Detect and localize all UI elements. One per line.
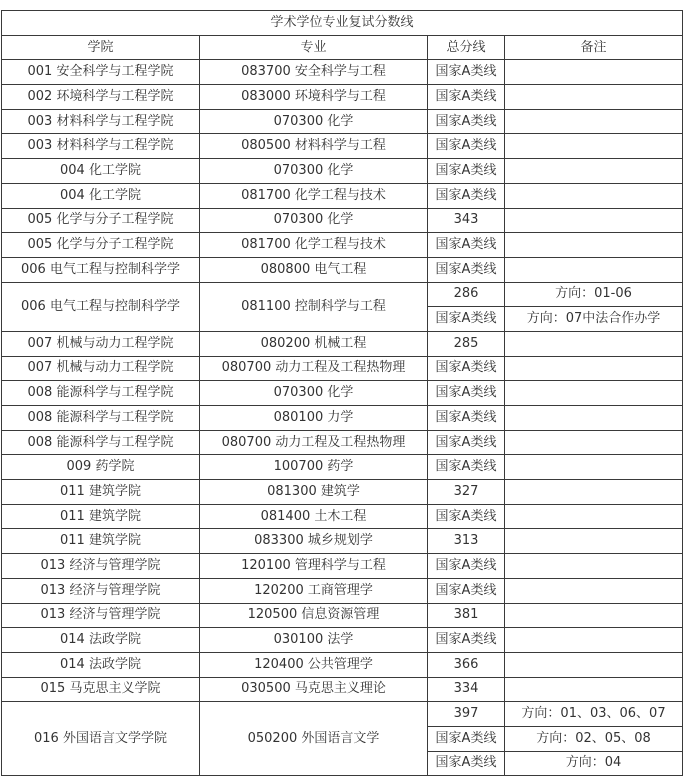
header-score: 总分线 xyxy=(428,35,505,60)
major-cell: 120100 管理科学与工程 xyxy=(200,554,428,579)
score-cell: 313 xyxy=(428,529,505,554)
table-row xyxy=(2,455,683,480)
note-cell: 方向：01-06 xyxy=(505,282,683,307)
title-row xyxy=(2,11,683,36)
score-cell: 334 xyxy=(428,677,505,702)
college-cell: 011 建筑学院 xyxy=(2,529,200,554)
score-cell: 国家A类线 xyxy=(428,109,505,134)
note-cell xyxy=(505,233,683,258)
score-cell: 国家A类线 xyxy=(428,554,505,579)
major-cell: 080100 力学 xyxy=(200,406,428,431)
note-cell xyxy=(505,406,683,431)
score-cell: 国家A类线 xyxy=(428,356,505,381)
major-cell: 030500 马克思主义理论 xyxy=(200,677,428,702)
table-row xyxy=(2,109,683,134)
table-row xyxy=(2,702,683,727)
score-cell: 国家A类线 xyxy=(428,381,505,406)
college-cell: 003 材料科学与工程学院 xyxy=(2,134,200,159)
note-cell: 方向：07中法合作办学 xyxy=(505,307,683,332)
college-cell: 011 建筑学院 xyxy=(2,504,200,529)
college-cell: 008 能源科学与工程学院 xyxy=(2,381,200,406)
major-cell: 070300 化学 xyxy=(200,109,428,134)
table-row xyxy=(2,578,683,603)
table-row xyxy=(2,603,683,628)
note-cell xyxy=(505,578,683,603)
major-cell: 080200 机械工程 xyxy=(200,331,428,356)
score-cell: 343 xyxy=(428,208,505,233)
header-college: 学院 xyxy=(2,35,200,60)
major-cell: 083000 环境科学与工程 xyxy=(200,85,428,110)
college-cell: 013 经济与管理学院 xyxy=(2,578,200,603)
college-cell: 003 材料科学与工程学院 xyxy=(2,109,200,134)
college-cell: 014 法政学院 xyxy=(2,628,200,653)
score-cell: 国家A类线 xyxy=(428,159,505,184)
note-cell: 方向：04 xyxy=(505,751,683,776)
note-cell xyxy=(505,652,683,677)
note-cell xyxy=(505,381,683,406)
note-cell: 方向：01、03、06、07 xyxy=(505,702,683,727)
table-row xyxy=(2,529,683,554)
note-cell xyxy=(505,504,683,529)
major-cell: 050200 外国语言文学 xyxy=(200,702,428,776)
major-cell: 081400 土木工程 xyxy=(200,504,428,529)
score-cell: 国家A类线 xyxy=(428,430,505,455)
table-row xyxy=(2,60,683,85)
score-cell: 国家A类线 xyxy=(428,85,505,110)
college-cell: 004 化工学院 xyxy=(2,159,200,184)
header-major: 专业 xyxy=(200,35,428,60)
college-cell: 008 能源科学与工程学院 xyxy=(2,406,200,431)
note-cell xyxy=(505,134,683,159)
college-cell: 011 建筑学院 xyxy=(2,480,200,505)
table-row xyxy=(2,356,683,381)
major-cell: 070300 化学 xyxy=(200,159,428,184)
score-cell: 国家A类线 xyxy=(428,578,505,603)
major-cell: 100700 药学 xyxy=(200,455,428,480)
table-row xyxy=(2,282,683,307)
note-cell xyxy=(505,257,683,282)
score-cell: 285 xyxy=(428,331,505,356)
score-cell: 397 xyxy=(428,702,505,727)
college-cell: 005 化学与分子工程学院 xyxy=(2,208,200,233)
major-cell: 081700 化学工程与技术 xyxy=(200,183,428,208)
major-cell: 120500 信息资源管理 xyxy=(200,603,428,628)
college-cell: 006 电气工程与控制科学学 xyxy=(2,257,200,282)
note-cell xyxy=(505,331,683,356)
note-cell xyxy=(505,159,683,184)
table-row xyxy=(2,480,683,505)
score-cell: 国家A类线 xyxy=(428,628,505,653)
score-cell: 国家A类线 xyxy=(428,455,505,480)
note-cell xyxy=(505,208,683,233)
note-cell xyxy=(505,455,683,480)
note-cell xyxy=(505,109,683,134)
major-cell: 120400 公共管理学 xyxy=(200,652,428,677)
table-row xyxy=(2,677,683,702)
major-cell: 080800 电气工程 xyxy=(200,257,428,282)
major-cell: 080700 动力工程及工程热物理 xyxy=(200,430,428,455)
major-cell: 030100 法学 xyxy=(200,628,428,653)
score-cell: 国家A类线 xyxy=(428,183,505,208)
table-row xyxy=(2,381,683,406)
major-cell: 081100 控制科学与工程 xyxy=(200,282,428,331)
major-cell: 080700 动力工程及工程热物理 xyxy=(200,356,428,381)
table-row xyxy=(2,159,683,184)
table-row xyxy=(2,430,683,455)
note-cell: 方向：02、05、08 xyxy=(505,726,683,751)
college-cell: 016 外国语言文学学院 xyxy=(2,702,200,776)
college-cell: 004 化工学院 xyxy=(2,183,200,208)
major-cell: 070300 化学 xyxy=(200,208,428,233)
table-row xyxy=(2,504,683,529)
header-row xyxy=(2,35,683,60)
major-cell: 083300 城乡规划学 xyxy=(200,529,428,554)
college-cell: 007 机械与动力工程学院 xyxy=(2,331,200,356)
college-cell: 009 药学院 xyxy=(2,455,200,480)
table-row xyxy=(2,257,683,282)
note-cell xyxy=(505,554,683,579)
college-cell: 007 机械与动力工程学院 xyxy=(2,356,200,381)
score-cell: 国家A类线 xyxy=(428,233,505,258)
score-cell: 国家A类线 xyxy=(428,751,505,776)
table-row xyxy=(2,208,683,233)
score-cell: 国家A类线 xyxy=(428,726,505,751)
score-cell: 国家A类线 xyxy=(428,134,505,159)
college-cell: 002 环境科学与工程学院 xyxy=(2,85,200,110)
major-cell: 120200 工商管理学 xyxy=(200,578,428,603)
note-cell xyxy=(505,85,683,110)
score-cell: 286 xyxy=(428,282,505,307)
college-cell: 015 马克思主义学院 xyxy=(2,677,200,702)
college-cell: 006 电气工程与控制科学学 xyxy=(2,282,200,331)
table-row xyxy=(2,134,683,159)
score-cell: 国家A类线 xyxy=(428,406,505,431)
college-cell: 005 化学与分子工程学院 xyxy=(2,233,200,258)
score-cell: 国家A类线 xyxy=(428,60,505,85)
note-cell xyxy=(505,529,683,554)
table-row xyxy=(2,331,683,356)
score-cell: 国家A类线 xyxy=(428,504,505,529)
table-row xyxy=(2,554,683,579)
major-cell: 081700 化学工程与技术 xyxy=(200,233,428,258)
note-cell xyxy=(505,677,683,702)
college-cell: 014 法政学院 xyxy=(2,652,200,677)
note-cell xyxy=(505,183,683,208)
score-cell: 381 xyxy=(428,603,505,628)
table-title: 学术学位专业复试分数线 xyxy=(2,11,683,36)
note-cell xyxy=(505,628,683,653)
college-cell: 013 经济与管理学院 xyxy=(2,554,200,579)
college-cell: 013 经济与管理学院 xyxy=(2,603,200,628)
college-cell: 008 能源科学与工程学院 xyxy=(2,430,200,455)
major-cell: 080500 材料科学与工程 xyxy=(200,134,428,159)
note-cell xyxy=(505,60,683,85)
table-row xyxy=(2,85,683,110)
score-cell: 国家A类线 xyxy=(428,307,505,332)
note-cell xyxy=(505,603,683,628)
table-row xyxy=(2,628,683,653)
score-cell: 国家A类线 xyxy=(428,257,505,282)
note-cell xyxy=(505,356,683,381)
table-row xyxy=(2,652,683,677)
note-cell xyxy=(505,430,683,455)
score-table xyxy=(1,10,683,776)
table-row xyxy=(2,183,683,208)
major-cell: 083700 安全科学与工程 xyxy=(200,60,428,85)
score-cell: 366 xyxy=(428,652,505,677)
header-note: 备注 xyxy=(505,35,683,60)
note-cell xyxy=(505,480,683,505)
table-row xyxy=(2,406,683,431)
major-cell: 081300 建筑学 xyxy=(200,480,428,505)
college-cell: 001 安全科学与工程学院 xyxy=(2,60,200,85)
score-cell: 327 xyxy=(428,480,505,505)
major-cell: 070300 化学 xyxy=(200,381,428,406)
table-row xyxy=(2,233,683,258)
